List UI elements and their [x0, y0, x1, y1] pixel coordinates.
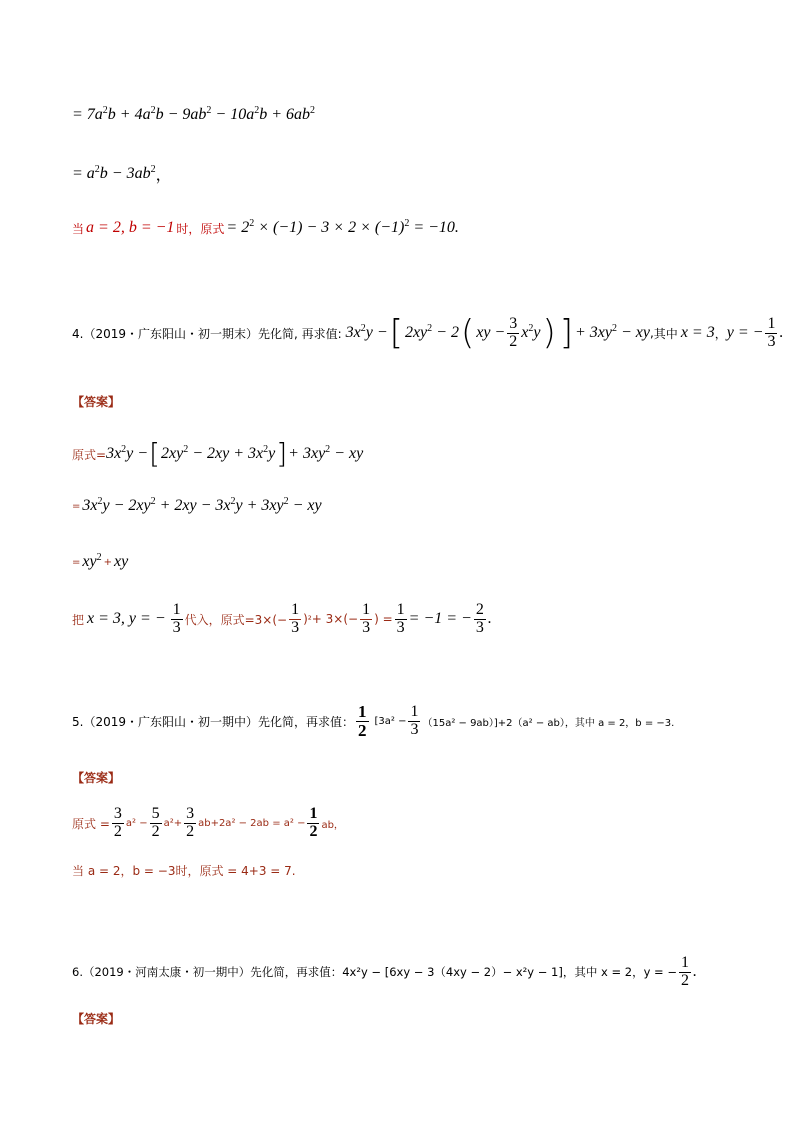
q5-step-1: 原式 = $\frac{3}{2}$ a² − $\frac{5}{2}$ a²+ $\frac{3}{2}$ ab+2a² − 2ab = a² − $\frac{1}{2}$ ab，	[72, 805, 344, 840]
q6-answer-label: 【答案】	[72, 1012, 121, 1026]
q5-answer-label: 【答案】	[72, 771, 121, 785]
q4-source: 4.（2019・广东阳山・初一期末）先化简, 再求值:	[72, 326, 342, 341]
question-4: 4.（2019・广东阳山・初一期末）先化简, 再求值: $3x^2y$ − [ $2xy^2 - 2$ ( xy − $\frac{3}{2}$ $x^2y$ ) ] + $3xy^2$ − xy , 其中 x = 3 ， y = − $\frac{1}{3}$ .	[72, 313, 784, 354]
q4-substitution: 把 x = 3, y = − $\frac{1}{3}$ 代入，原式=3×(− $\frac{1}{3}$ )²+ 3×(− $\frac{1}{3}$ ) = $\frac{1}{3}$ = −1 = − $\frac{2}{3}$ .	[72, 601, 492, 636]
prev-solution-line-1: = $7a^2b + 4a^2b - 9ab^2 - 10a^2b + 6ab^2$	[72, 105, 315, 123]
question-6: 6.（2019・河南太康・初一期中）先化简，再求值：4x²y − [6xy − 3（4xy − 2）− x²y − 1]，其中 x = 2，y = − $\frac{1}{2}$ .	[72, 954, 697, 989]
prev-solution-line-2: = $a^2b - 3ab^2$ ，	[72, 163, 172, 184]
q4-step-2: = $3x^2y - 2xy^2 + 2xy - 3x^2y + 3xy^2$ − xy	[72, 496, 322, 514]
question-5: 5.（2019・广东阳山・初一期中）先化简，再求值： $\frac{1}{2}$ [3a² − $\frac{1}{3}$ （15a² − 9ab）]+2（a² − ab），其中 a = 2，b = −3.	[72, 702, 675, 740]
q4-step-1: 原式= $3x^2y$ − [ $2xy^2 - 2xy + 3x^2y$ ] + $3xy^2$ − xy	[72, 437, 364, 470]
q5-source: 5.（2019・广东阳山・初一期中）先化简，再求值：	[72, 714, 354, 729]
prev-solution-line-3: 当 a = 2, b = −1 时，原式 = $2^2 \times (-1) - 3 \times 2 \times (-1)^2 = -10$ .	[72, 218, 459, 236]
q4-answer-label: 【答案】	[72, 395, 121, 409]
q5-result: 当 a = 2，b = −3时，原式 = 4+3 = 7.	[72, 864, 296, 878]
q4-step-3: = $xy^2$ + xy	[72, 552, 129, 570]
q6-source: 6.（2019・河南太康・初一期中）先化简，再求值：4x²y − [6xy − 3（4xy − 2）− x²y − 1]，其中 x = 2，y = −	[72, 965, 677, 980]
